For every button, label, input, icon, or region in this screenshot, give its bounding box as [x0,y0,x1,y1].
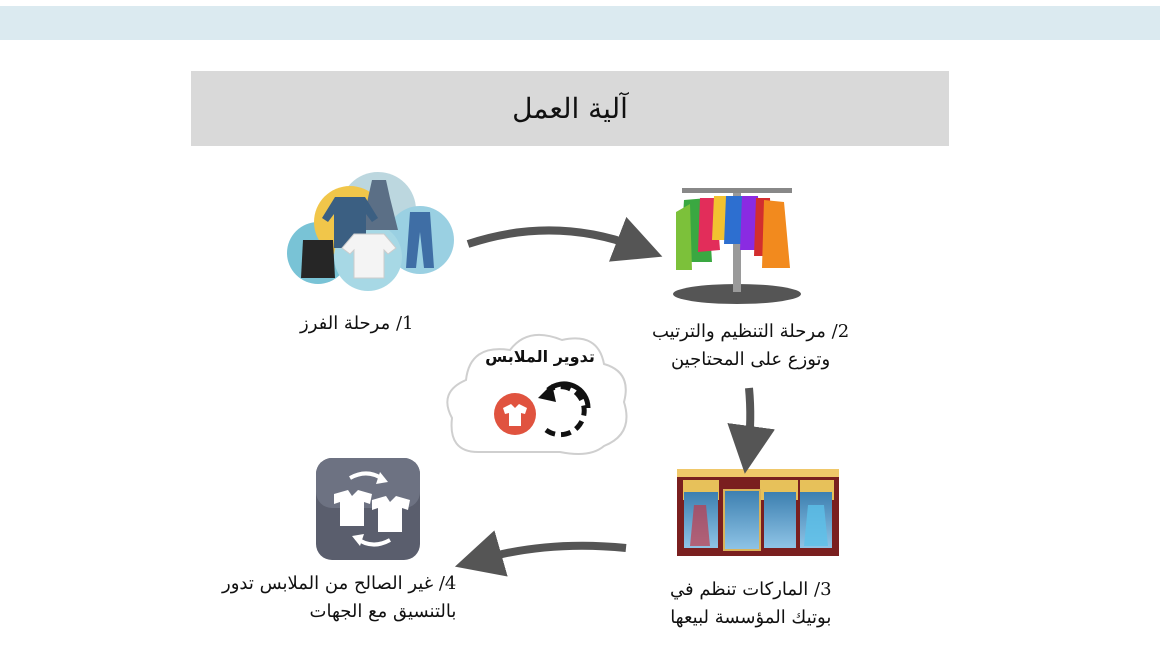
step1-label: 1/ مرحلة الفرز [300,313,414,334]
arrow-step3-to-step4 [478,546,626,560]
page-title: آلية العمل [512,92,628,125]
step2-label: 2/ مرحلة التنظيم والترتيب وتوزع على المحتاجين [652,321,850,370]
clothes-sorting-icon [287,172,454,291]
boutique-storefront-icon [677,469,839,556]
step3-label: 3/ الماركات تنظم في بوتيك المؤسسة لبيعها [670,579,832,628]
arrow-step1-to-step2 [468,230,640,248]
step4-label: 4/ غير الصالح من الملابس تدور بالتنسيق مع الجهات [222,573,457,622]
clothing-rack-icon [673,188,801,304]
recycle-tshirts-icon [316,458,420,560]
arrow-step2-to-step3 [748,388,750,450]
center-cloud [447,335,626,454]
cloud-label: تدوير الملابس [485,347,595,366]
